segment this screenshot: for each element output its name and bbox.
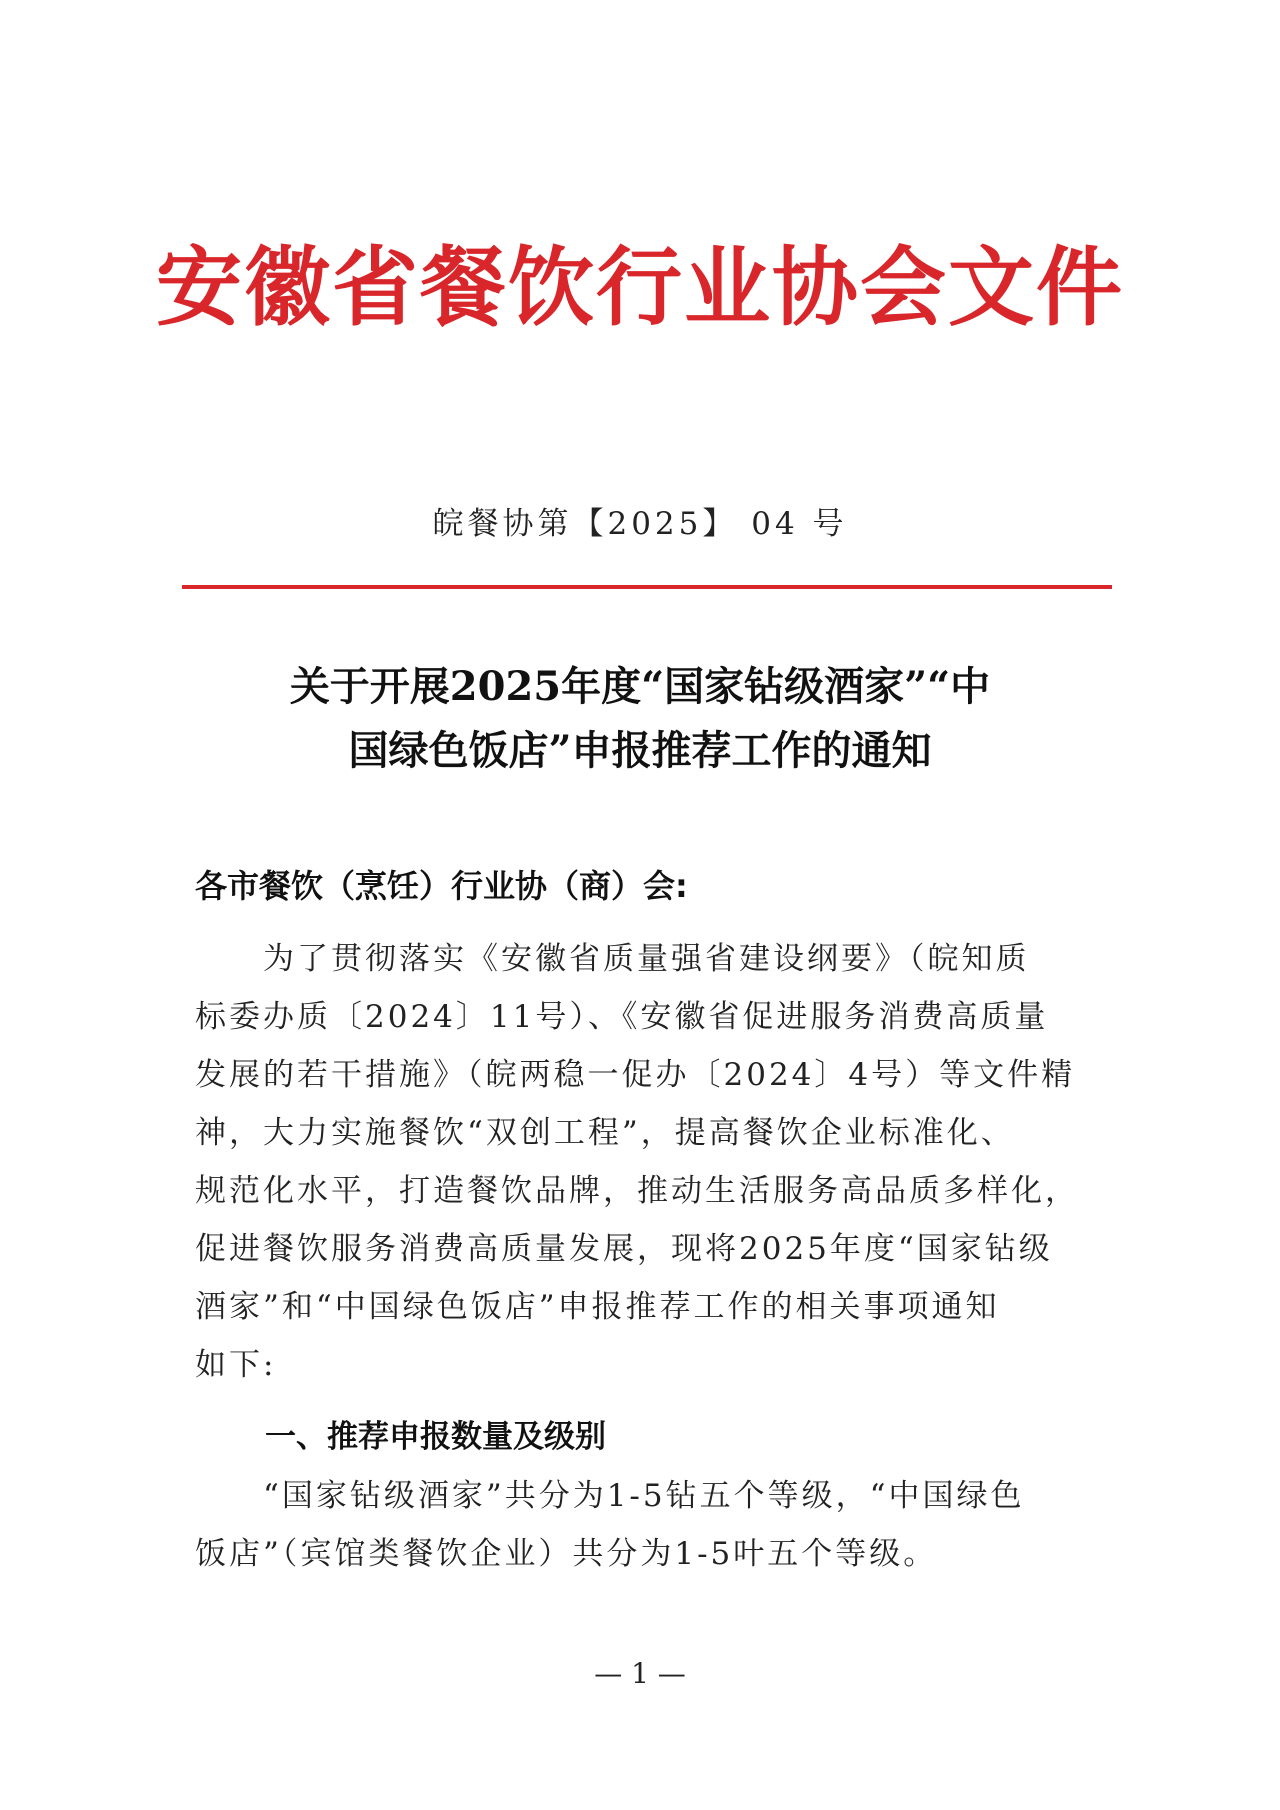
- page-number: — 1 —: [594, 1657, 686, 1690]
- paragraph-line: 饭店”（宾馆类餐饮企业）共分为1-5叶五个等级。: [195, 1536, 938, 1572]
- paragraph-line: 如下:: [195, 1347, 277, 1383]
- paragraph-line: 为了贯彻落实《安徽省质量强省建设纲要》（皖知质: [195, 941, 1030, 977]
- section-heading-1: 一、推荐申报数量及级别: [265, 1419, 606, 1455]
- paragraph-line: 促进餐饮服务消费高质量发展，现将2025年度“国家钻级: [195, 1231, 1053, 1267]
- paragraph-line: 酒家”和“中国绿色饭店”申报推荐工作的相关事项通知: [195, 1289, 1000, 1325]
- document-number: 皖餐协第【2025】 04 号: [432, 506, 848, 542]
- salutation: 各市餐饮（烹饪）行业协（商）会:: [195, 867, 688, 905]
- paragraph-line: “国家钻级酒家”共分为1-5钻五个等级，“中国绿色: [195, 1478, 1025, 1514]
- notice-title-line-1: 关于开展2025年度“国家钻级酒家”“中: [289, 663, 991, 710]
- masthead-title: 安徽省餐饮行业协会文件: [156, 238, 1124, 338]
- paragraph-intro: [195, 930, 1095, 1394]
- notice-title: [190, 655, 1090, 783]
- red-divider-line: [182, 585, 1112, 589]
- notice-title-line-2: 国绿色饭店”申报推荐工作的通知: [348, 727, 932, 774]
- paragraph-section-1: [195, 1467, 1095, 1583]
- paragraph-line: 规范化水平，打造餐饮品牌，推动生活服务高品质多样化，: [195, 1173, 1079, 1209]
- paragraph-line: 神，大力实施餐饮“双创工程”，提高餐饮企业标准化、: [195, 1115, 1015, 1151]
- paragraph-line: 发展的若干措施》（皖两稳一促办〔2024〕4号）等文件精: [195, 1057, 1076, 1093]
- paragraph-line: 标委办质〔2024〕11号）、《安徽省促进服务消费高质量: [195, 999, 1049, 1035]
